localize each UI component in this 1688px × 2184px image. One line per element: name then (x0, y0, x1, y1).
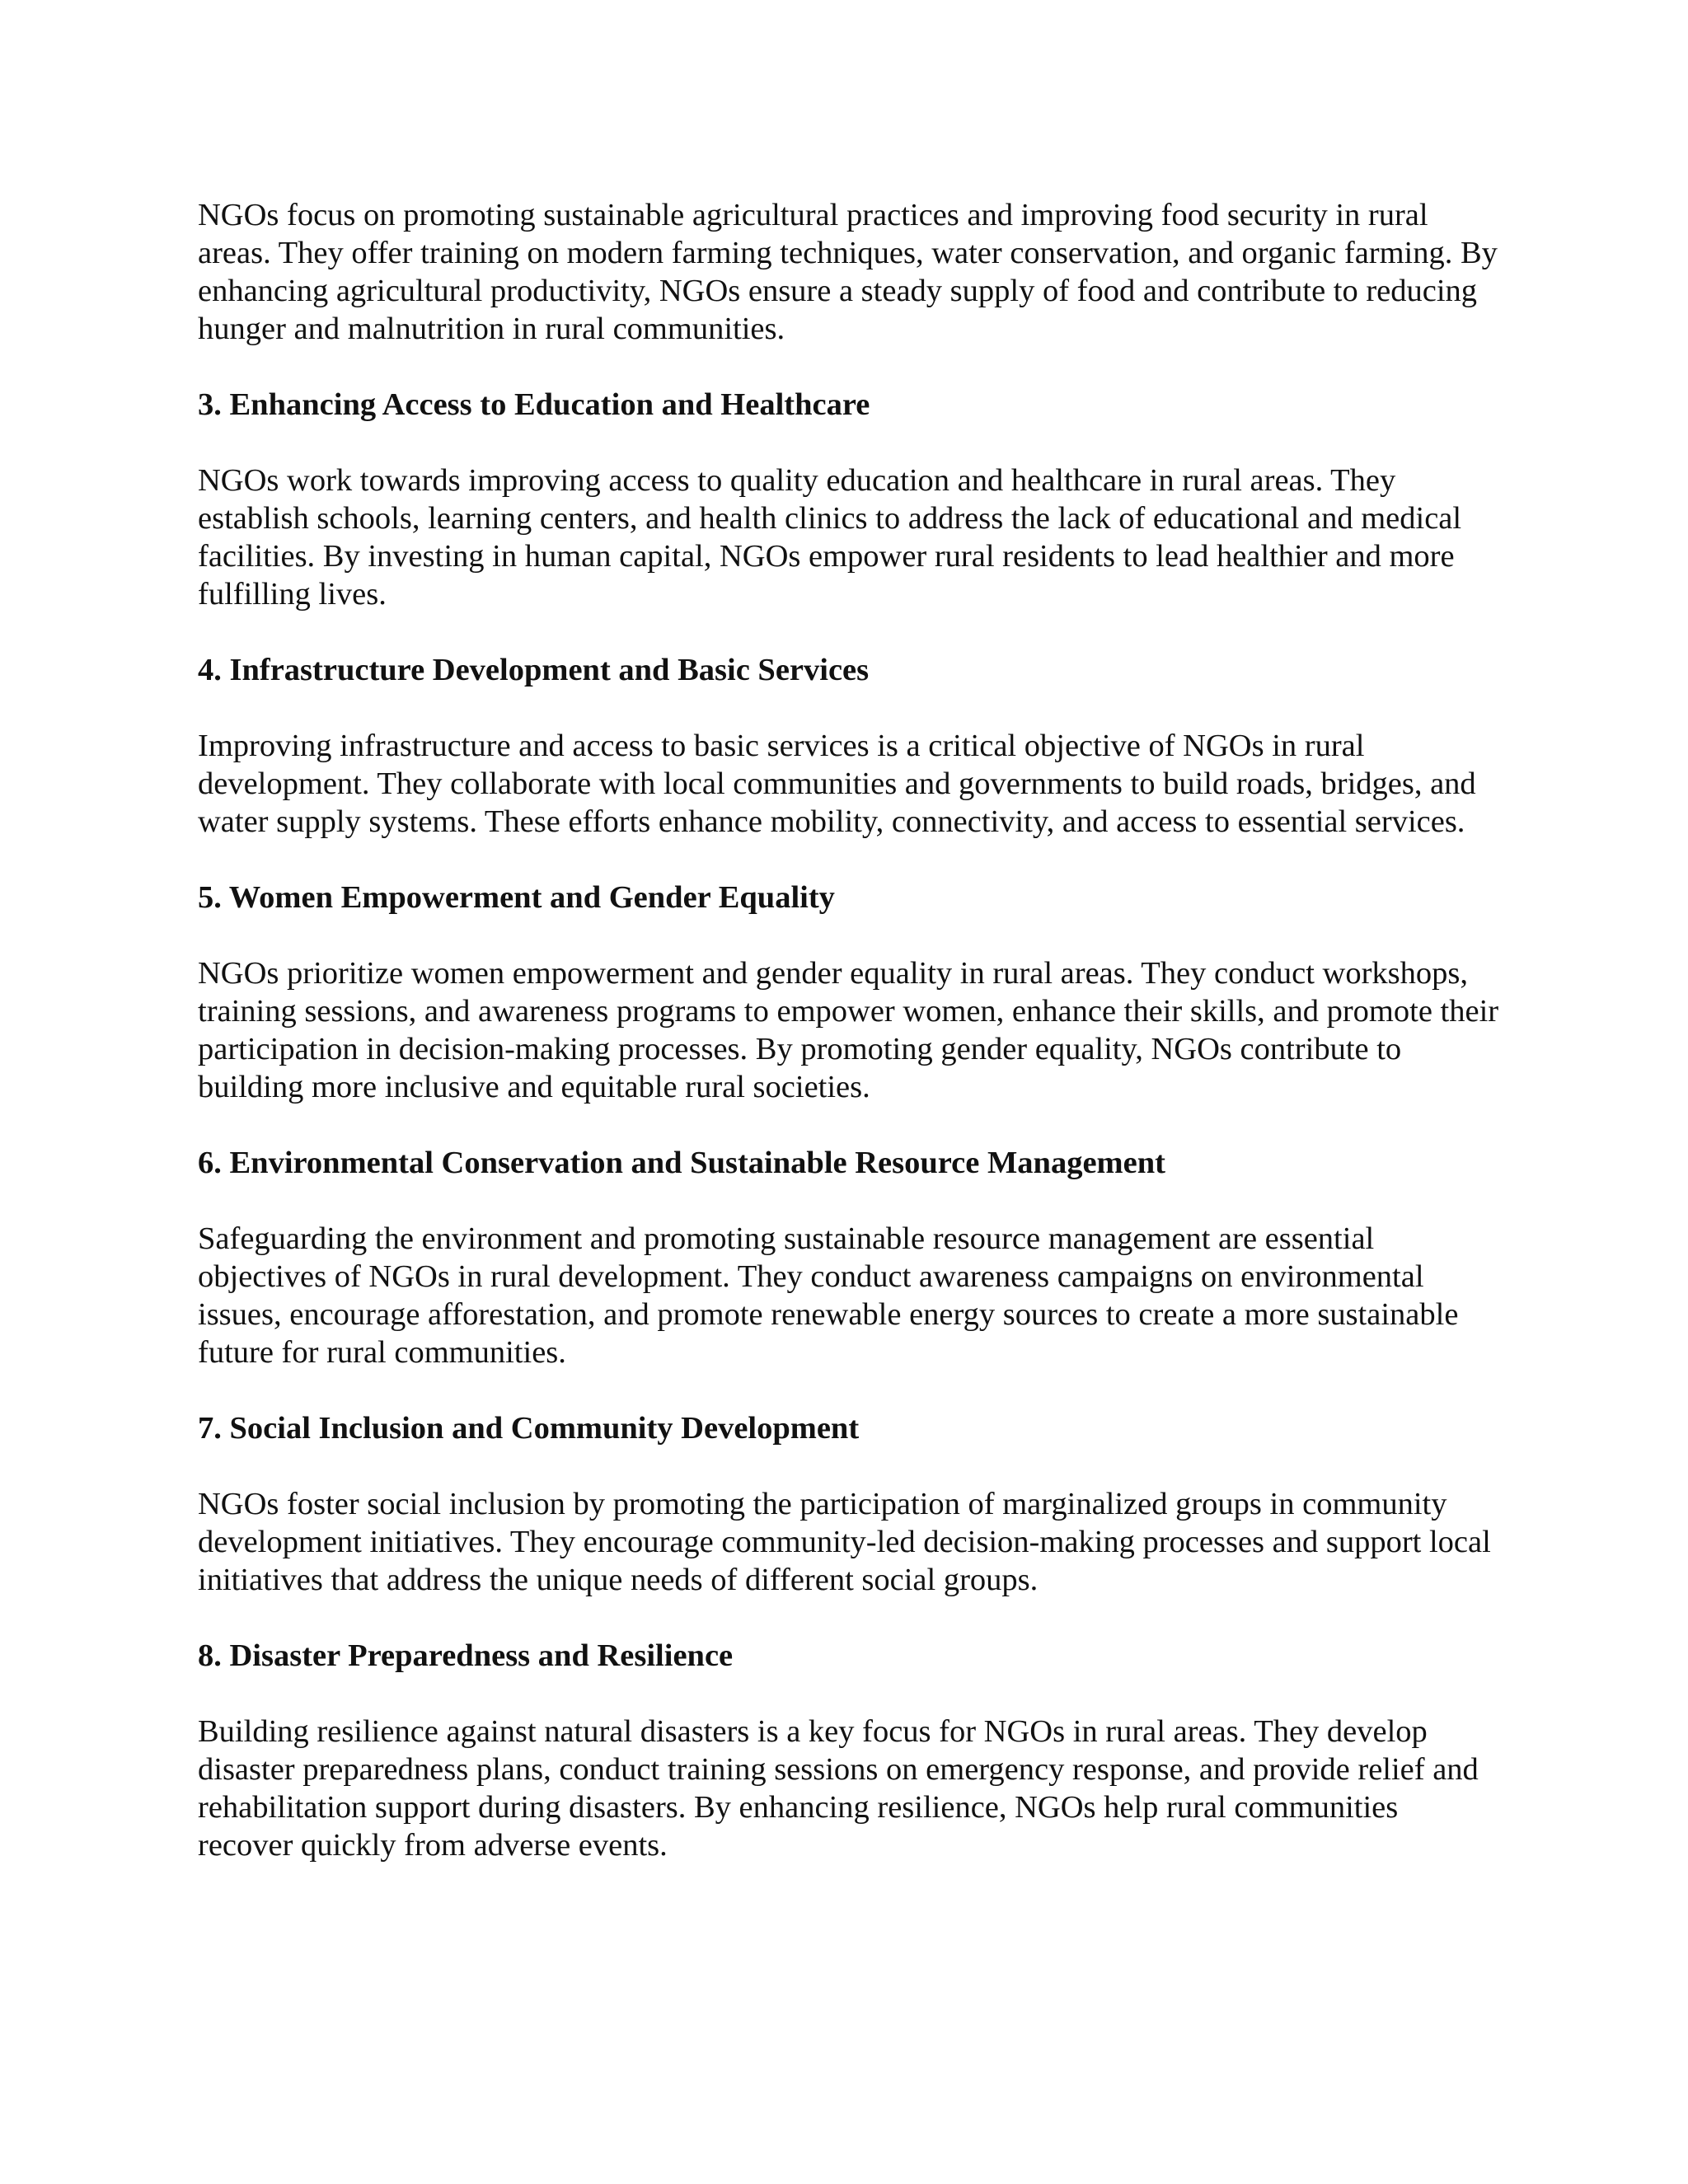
section-heading-4: 4. Infrastructure Development and Basic Services (198, 653, 870, 687)
spacer (198, 1675, 1500, 1713)
spacer (198, 348, 1500, 386)
spacer (198, 689, 1500, 727)
section-heading-5: 5. Women Empowerment and Gender Equality (198, 880, 835, 915)
spacer (198, 1447, 1500, 1485)
section-body-6: Safeguarding the environment and promoting sustainable resource management are essential objectives of NGOs in rural development. They conduct awareness campaigns on environmental issues, encourage afforestation, and promote renewable energy sources to create a more sustainable future for rural communities. (198, 1221, 1459, 1370)
section-heading-8: 8. Disaster Preparedness and Resilience (198, 1638, 734, 1673)
intro-paragraph: NGOs focus on promoting sustainable agricultural practices and improving food security in rural areas. They offer training on modern farming techniques, water conservation, and organic farming. By enhancing agricultural productivity, NGOs ensure a steady supply of food and contribute to reducing hunger and malnutrition in rural communities. (198, 198, 1498, 346)
spacer (198, 1599, 1500, 1637)
spacer (198, 841, 1500, 879)
document-content (198, 196, 1500, 1864)
section-heading-3: 3. Enhancing Access to Education and Healthcare (198, 387, 870, 422)
spacer (198, 1371, 1500, 1409)
spacer (198, 424, 1500, 462)
section-body-5: NGOs prioritize women empowerment and gender equality in rural areas. They conduct workshops, training sessions, and awareness programs to empower women, enhance their skills, and promote their participation in decision-making processes. By promoting gender equality, NGOs contribute to building more inclusive and equitable rural societies. (198, 956, 1499, 1104)
section-heading-6: 6. Environmental Conservation and Sustainable Resource Management (198, 1146, 1165, 1180)
spacer (198, 916, 1500, 954)
section-body-3: NGOs work towards improving access to quality education and healthcare in rural areas. They establish schools, learning centers, and health clinics to address the lack of educational and medical facilities. By investing in human capital, NGOs empower rural residents to lead healthier and more fulfilling lives. (198, 463, 1462, 612)
spacer (198, 1106, 1500, 1144)
section-body-4: Improving infrastructure and access to basic services is a critical objective of NGOs in rural development. They collaborate with local communities and governments to build roads, bridges, and water supply systems. These efforts enhance mobility, connectivity, and access to essential services. (198, 729, 1476, 839)
section-body-7: NGOs foster social inclusion by promoting the participation of marginalized groups in community development initiatives. They encourage community-led decision-making processes and support local initiatives that address the unique needs of different social groups. (198, 1487, 1491, 1597)
section-heading-7: 7. Social Inclusion and Community Development (198, 1411, 860, 1446)
spacer (198, 1182, 1500, 1220)
spacer (198, 613, 1500, 651)
section-body-8: Building resilience against natural disasters is a key focus for NGOs in rural areas. They develop disaster preparedness plans, conduct training sessions on emergency response, and provide relief and rehabilitation support during disasters. By enhancing resilience, NGOs help rural communities recover quickly from adverse events. (198, 1714, 1479, 1863)
